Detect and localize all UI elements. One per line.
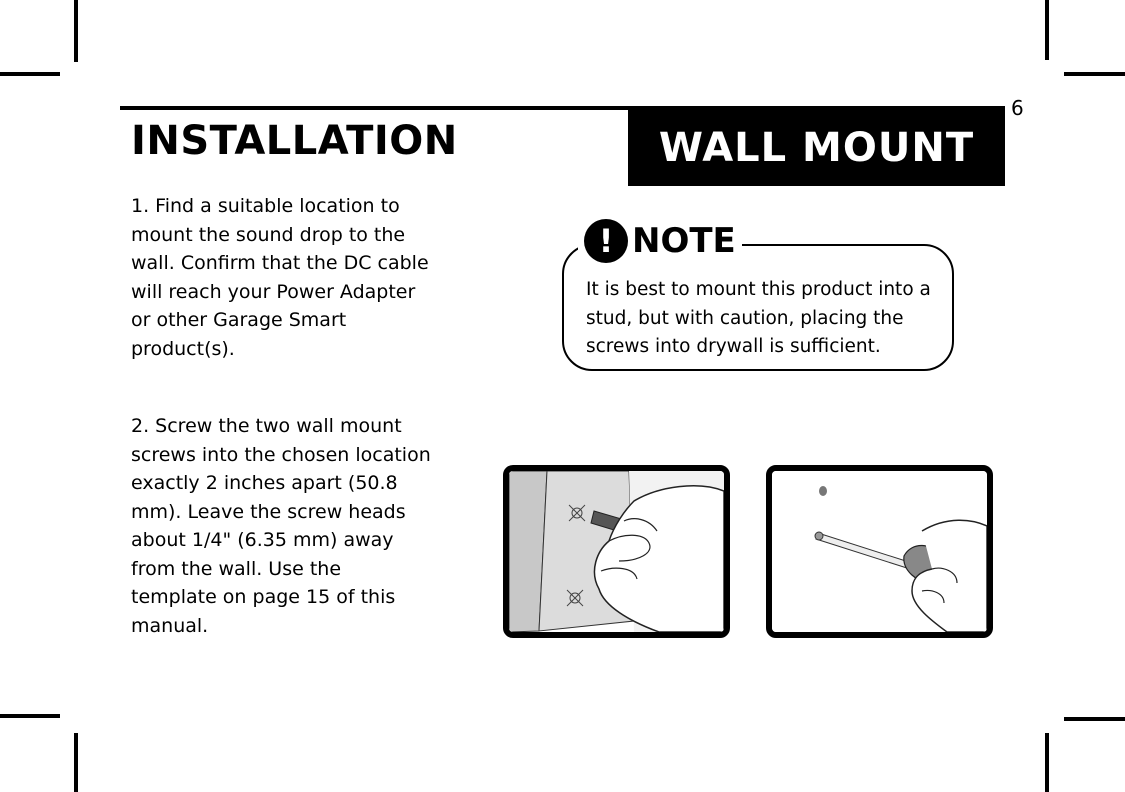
exclamation-icon: ! (584, 219, 628, 263)
page-title: INSTALLATION (131, 118, 458, 164)
marking-wall-drawing (509, 471, 724, 632)
section-banner (628, 110, 1005, 186)
crop-mark (74, 733, 78, 792)
page-number: 6 (1011, 96, 1024, 120)
crop-mark (1064, 72, 1125, 76)
marking-wall-illustration (503, 465, 730, 638)
crop-mark (1045, 733, 1049, 792)
step-1-text: 1. Find a suitable location to mount the sound drop to the wall. Confirm that the DC cable will reach your Power Adapter or other Garage Smart product(s). (131, 195, 429, 360)
note-header (578, 216, 742, 266)
screwdriver-drawing (772, 471, 987, 632)
crop-mark (1045, 0, 1049, 60)
crop-mark (1064, 717, 1125, 721)
step-2-text: 2. Screw the two wall mount screws into the chosen location exactly 2 inches apart (50.8 mm). Leave the screw heads about 1/4" (6.35 mm) away from the wall. Use the template on page 15 of this manual. (131, 415, 431, 637)
crop-mark (74, 0, 78, 62)
crop-mark (0, 72, 60, 76)
note-title: NOTE (632, 221, 736, 261)
crop-mark (0, 714, 60, 718)
section-title: WALL MOUNT (658, 125, 975, 171)
screwdriver-illustration (766, 465, 993, 638)
note-text: It is best to mount this product into a stud, but with caution, placing the screws into drywall is sufficient. (586, 279, 931, 357)
